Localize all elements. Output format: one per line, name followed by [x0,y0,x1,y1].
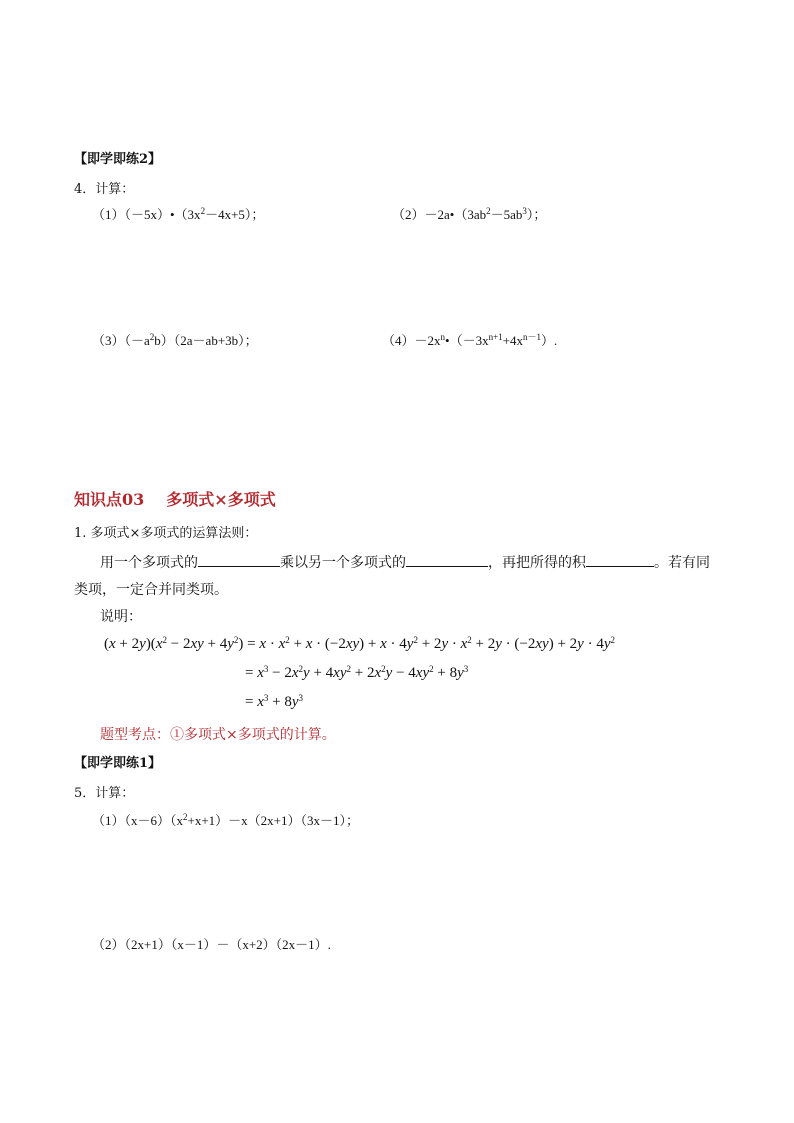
question-number: 5．计算： [74,786,135,801]
rule-text-line-2: 类项，一定合并同类项。 [74,582,228,598]
example-line-3: = $x^3 + 8y^3$ [245,693,304,710]
problem-4-4: $(4)-2x^n•(-3x^{n+1}+4x^{n-1})$. [382,332,558,348]
note-label: 说明： [100,609,142,625]
section-heading: 知识点03 多项式×多项式 [74,490,276,509]
practice-label: 【即学即练1】 [74,756,162,771]
problem-4-3: $(3)(-a^2b)(2a-ab+3b)$； [92,332,258,348]
example-line-2: = $x^3 - 2x^2y + 4xy^2 + 2x^2y - 4xy^2 + 8y^3$ [245,664,469,681]
example-line-1: $(x + 2y)(x^2 - 2xy + 4y^2) = x \cdot x^2 + x \cdot (-2xy) + x \cdot 4y^2 + 2y \cdot x^2 + 2y \cdot (-2xy) + 2y \cdot 4y^2$ [104,635,616,652]
blank-3[interactable] [586,552,654,567]
problem-5-2: （2）（2x+1）（x－1）－（x+2）（2x－1）. [92,937,331,952]
blank-2[interactable] [406,552,488,567]
rule-label: 1. 多项式×多项式的运算法则： [74,526,258,541]
rule-text-line-1: 用一个多项式的 乘以另一个多项式的 ，再把所得的积 。若有同 [100,552,710,572]
problem-5-1: $(1)(x-6)(x^2+x+1)-x(2x+1)(3x-1)$； [92,812,360,828]
question-number: 4．计算： [74,182,135,197]
problem-4-2: $(2)-2a•(3ab^2-5ab^3)$； [392,206,547,222]
exam-point: 题型考点：①多项式×多项式的计算。 [100,727,336,743]
problem-4-1: $(1)(-5x)•(3x^2-4x+5)$； [92,206,265,222]
blank-1[interactable] [198,552,280,567]
practice-label: 【即学即练2】 [74,152,162,167]
